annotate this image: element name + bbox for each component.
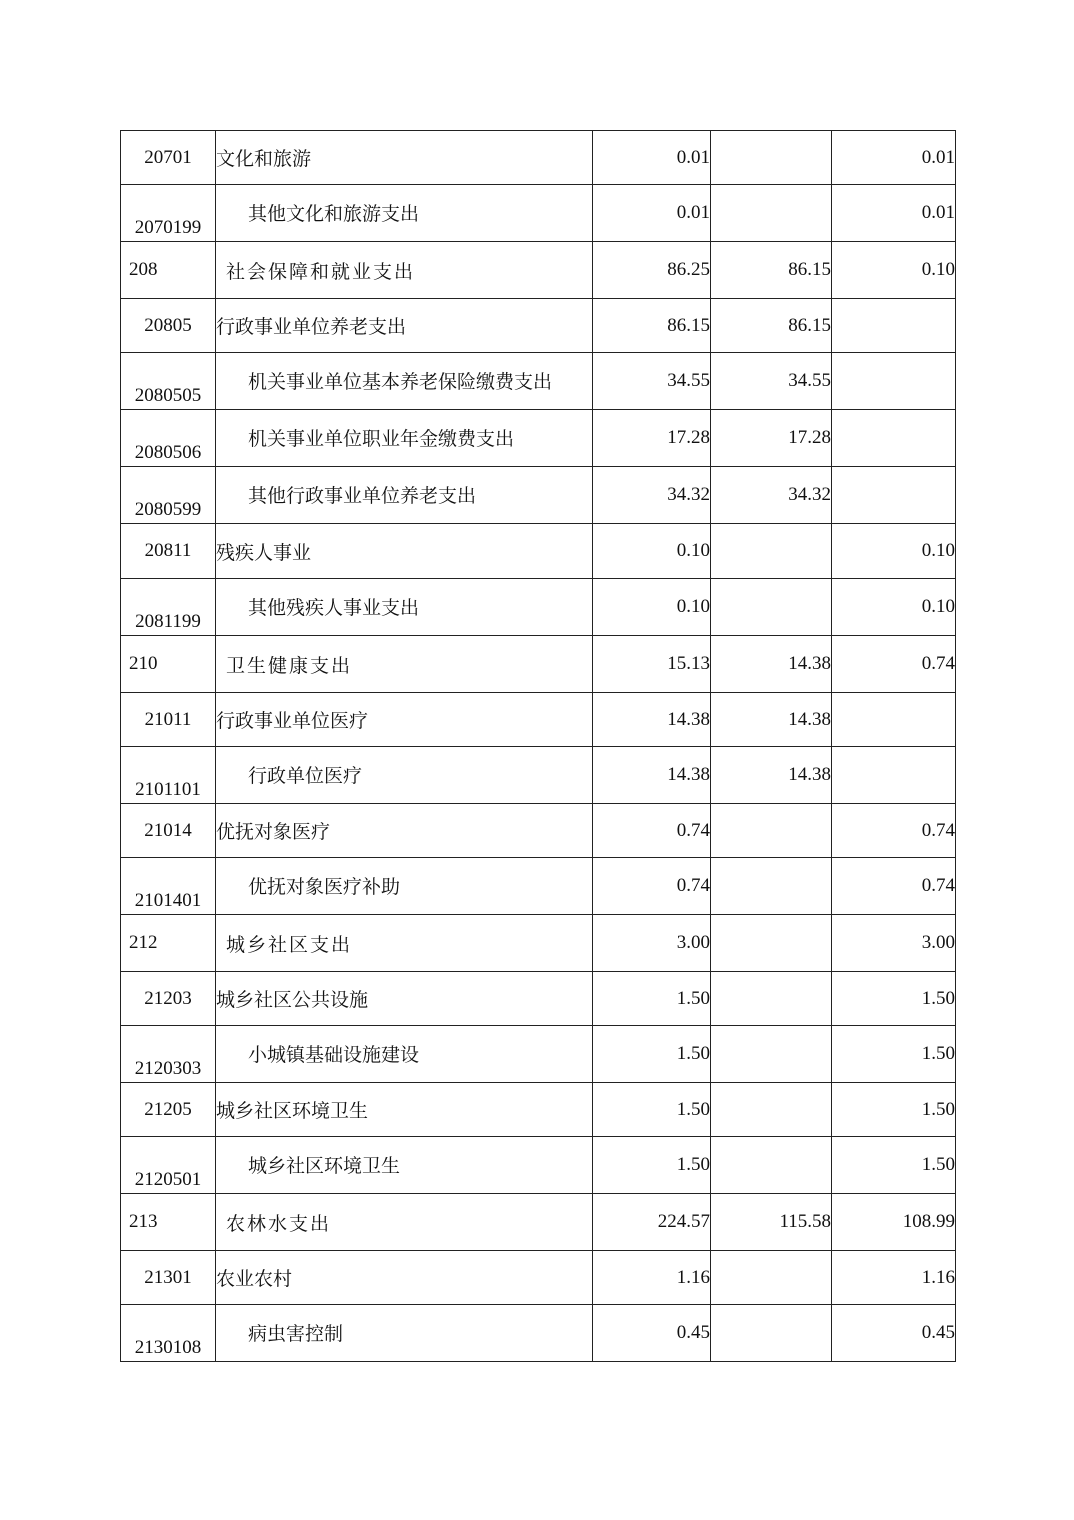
total-amount-cell: 1.50 [593, 1083, 711, 1137]
total-amount-cell: 1.50 [593, 972, 711, 1026]
total-amount-cell: 0.01 [593, 185, 711, 242]
total-amount-cell: 1.50 [593, 1137, 711, 1194]
account-name-cell: 其他行政事业单位养老支出 [216, 467, 593, 524]
table-row [121, 972, 956, 1026]
project-expenditure-cell: 0.10 [832, 579, 956, 636]
account-code-cell: 2081199 [121, 579, 216, 636]
basic-expenditure-cell [711, 1026, 832, 1083]
basic-expenditure-cell: 34.32 [711, 467, 832, 524]
project-expenditure-cell [832, 353, 956, 410]
table-row [121, 1137, 956, 1194]
account-code-cell: 213 [121, 1194, 216, 1251]
table-row [121, 1305, 956, 1362]
account-name-cell: 城乡社区环境卫生 [216, 1083, 593, 1137]
table-row [121, 1251, 956, 1305]
table-row [121, 185, 956, 242]
total-amount-cell: 1.16 [593, 1251, 711, 1305]
account-code-cell: 2080599 [121, 467, 216, 524]
total-amount-cell: 34.55 [593, 353, 711, 410]
table-row [121, 747, 956, 804]
budget-table-body [121, 131, 956, 1362]
project-expenditure-cell [832, 467, 956, 524]
account-name-cell: 农业农村 [216, 1251, 593, 1305]
project-expenditure-cell [832, 693, 956, 747]
account-code-cell: 2080506 [121, 410, 216, 467]
account-code-cell: 21011 [121, 693, 216, 747]
account-name-cell: 机关事业单位基本养老保险缴费支出 [216, 353, 593, 410]
account-name-cell: 文化和旅游 [216, 131, 593, 185]
account-code-cell: 2120501 [121, 1137, 216, 1194]
basic-expenditure-cell: 14.38 [711, 636, 832, 693]
basic-expenditure-cell [711, 858, 832, 915]
basic-expenditure-cell: 86.15 [711, 299, 832, 353]
total-amount-cell: 34.32 [593, 467, 711, 524]
account-code-cell: 2130108 [121, 1305, 216, 1362]
total-amount-cell: 15.13 [593, 636, 711, 693]
table-row [121, 242, 956, 299]
project-expenditure-cell: 0.74 [832, 858, 956, 915]
account-code-cell: 21205 [121, 1083, 216, 1137]
total-amount-cell: 0.01 [593, 131, 711, 185]
account-name-cell: 行政单位医疗 [216, 747, 593, 804]
account-name-cell: 病虫害控制 [216, 1305, 593, 1362]
table-row [121, 1026, 956, 1083]
basic-expenditure-cell: 17.28 [711, 410, 832, 467]
total-amount-cell: 3.00 [593, 915, 711, 972]
project-expenditure-cell [832, 299, 956, 353]
total-amount-cell: 224.57 [593, 1194, 711, 1251]
table-row [121, 353, 956, 410]
basic-expenditure-cell: 14.38 [711, 693, 832, 747]
table-row [121, 410, 956, 467]
account-name-cell: 城乡社区环境卫生 [216, 1137, 593, 1194]
table-row [121, 804, 956, 858]
account-code-cell: 2101401 [121, 858, 216, 915]
project-expenditure-cell: 0.10 [832, 524, 956, 579]
total-amount-cell: 0.74 [593, 858, 711, 915]
project-expenditure-cell: 3.00 [832, 915, 956, 972]
account-code-cell: 21014 [121, 804, 216, 858]
table-row [121, 915, 956, 972]
table-row [121, 467, 956, 524]
project-expenditure-cell: 1.50 [832, 1137, 956, 1194]
account-code-cell: 20811 [121, 524, 216, 579]
project-expenditure-cell [832, 410, 956, 467]
basic-expenditure-cell [711, 1251, 832, 1305]
project-expenditure-cell: 0.74 [832, 804, 956, 858]
project-expenditure-cell: 0.01 [832, 131, 956, 185]
basic-expenditure-cell [711, 524, 832, 579]
table-row [121, 299, 956, 353]
account-name-cell: 其他残疾人事业支出 [216, 579, 593, 636]
basic-expenditure-cell [711, 1305, 832, 1362]
project-expenditure-cell: 0.74 [832, 636, 956, 693]
account-name-cell: 优抚对象医疗 [216, 804, 593, 858]
total-amount-cell: 86.25 [593, 242, 711, 299]
account-name-cell: 优抚对象医疗补助 [216, 858, 593, 915]
total-amount-cell: 0.45 [593, 1305, 711, 1362]
project-expenditure-cell: 0.01 [832, 185, 956, 242]
project-expenditure-cell: 1.16 [832, 1251, 956, 1305]
basic-expenditure-cell: 86.15 [711, 242, 832, 299]
account-name-cell: 农林水支出 [216, 1194, 593, 1251]
account-code-cell: 2101101 [121, 747, 216, 804]
account-name-cell: 小城镇基础设施建设 [216, 1026, 593, 1083]
account-code-cell: 208 [121, 242, 216, 299]
account-code-cell: 2120303 [121, 1026, 216, 1083]
table-row [121, 524, 956, 579]
project-expenditure-cell: 1.50 [832, 972, 956, 1026]
basic-expenditure-cell: 115.58 [711, 1194, 832, 1251]
total-amount-cell: 0.74 [593, 804, 711, 858]
basic-expenditure-cell [711, 185, 832, 242]
table-row [121, 1083, 956, 1137]
account-code-cell: 21301 [121, 1251, 216, 1305]
account-name-cell: 行政事业单位养老支出 [216, 299, 593, 353]
table-row [121, 636, 956, 693]
account-code-cell: 20805 [121, 299, 216, 353]
account-code-cell: 2080505 [121, 353, 216, 410]
basic-expenditure-cell: 34.55 [711, 353, 832, 410]
total-amount-cell: 86.15 [593, 299, 711, 353]
account-name-cell: 残疾人事业 [216, 524, 593, 579]
account-code-cell: 212 [121, 915, 216, 972]
project-expenditure-cell: 1.50 [832, 1026, 956, 1083]
project-expenditure-cell: 0.10 [832, 242, 956, 299]
account-code-cell: 2070199 [121, 185, 216, 242]
account-name-cell: 城乡社区公共设施 [216, 972, 593, 1026]
basic-expenditure-cell [711, 1137, 832, 1194]
table-row [121, 1194, 956, 1251]
account-name-cell: 社会保障和就业支出 [216, 242, 593, 299]
account-code-cell: 210 [121, 636, 216, 693]
account-code-cell: 21203 [121, 972, 216, 1026]
basic-expenditure-cell [711, 579, 832, 636]
account-name-cell: 机关事业单位职业年金缴费支出 [216, 410, 593, 467]
basic-expenditure-cell [711, 804, 832, 858]
total-amount-cell: 17.28 [593, 410, 711, 467]
total-amount-cell: 0.10 [593, 524, 711, 579]
basic-expenditure-cell [711, 1083, 832, 1137]
table-row [121, 131, 956, 185]
account-code-cell: 20701 [121, 131, 216, 185]
project-expenditure-cell: 108.99 [832, 1194, 956, 1251]
budget-table [120, 130, 956, 1362]
total-amount-cell: 14.38 [593, 747, 711, 804]
table-row [121, 858, 956, 915]
basic-expenditure-cell [711, 915, 832, 972]
project-expenditure-cell [832, 747, 956, 804]
account-name-cell: 其他文化和旅游支出 [216, 185, 593, 242]
project-expenditure-cell: 1.50 [832, 1083, 956, 1137]
account-name-cell: 卫生健康支出 [216, 636, 593, 693]
total-amount-cell: 0.10 [593, 579, 711, 636]
basic-expenditure-cell [711, 972, 832, 1026]
total-amount-cell: 1.50 [593, 1026, 711, 1083]
account-name-cell: 城乡社区支出 [216, 915, 593, 972]
basic-expenditure-cell [711, 131, 832, 185]
table-row [121, 579, 956, 636]
total-amount-cell: 14.38 [593, 693, 711, 747]
account-name-cell: 行政事业单位医疗 [216, 693, 593, 747]
basic-expenditure-cell: 14.38 [711, 747, 832, 804]
table-row [121, 693, 956, 747]
project-expenditure-cell: 0.45 [832, 1305, 956, 1362]
